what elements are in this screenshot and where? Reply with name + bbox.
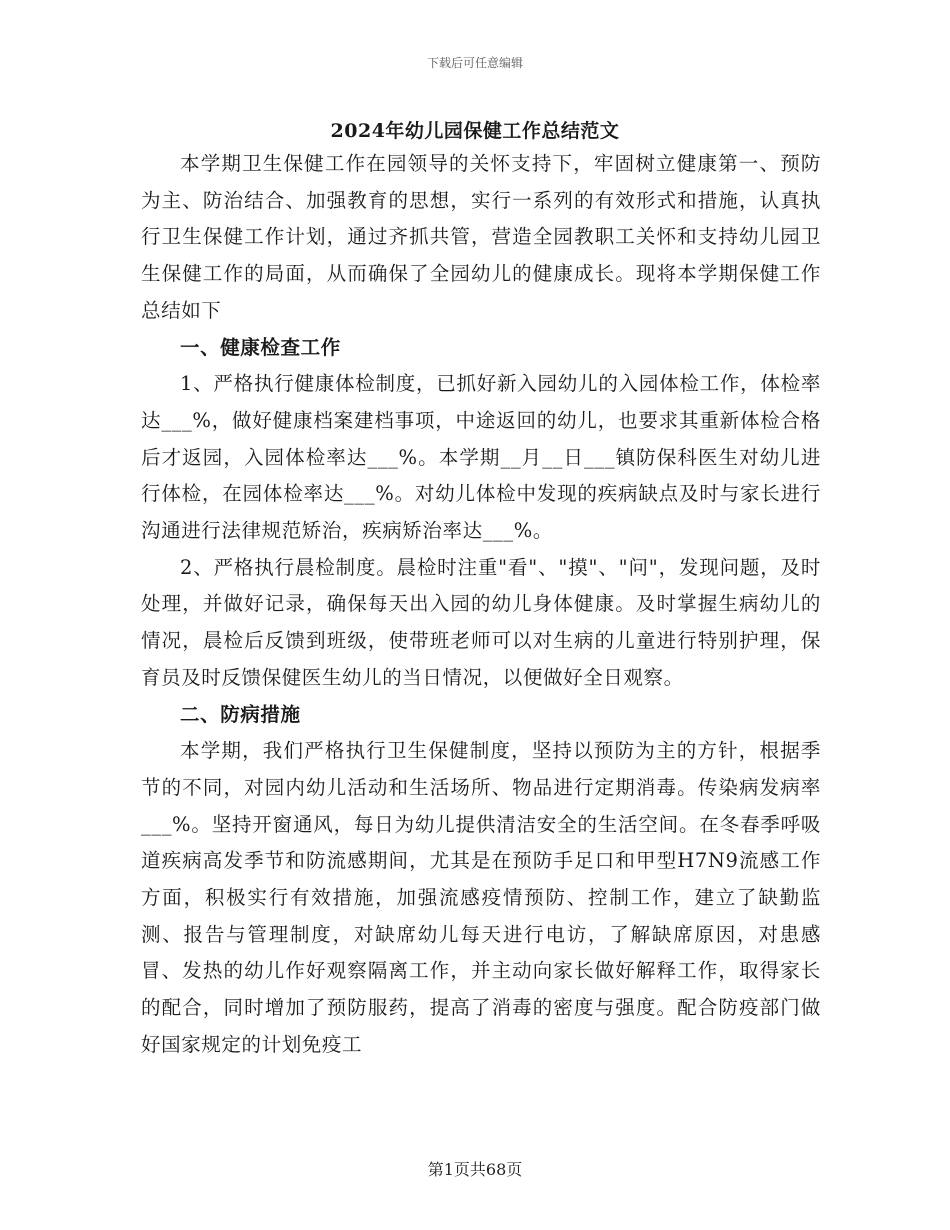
intro-paragraph: 本学期卫生保健工作在园领导的关怀支持下，牢固树立健康第一、预防为主、防治结合、加强教育的思想，实行一系列的有效形式和措施，认真执行卫生保健工作计划，通过齐抓共管，营造全园教职工关怀和支持幼儿园卫生保健工作的局面，从而确保了全园幼儿的健康成长。现将本学期保健工作总结如下 [141, 152, 821, 322]
health-check-paragraph-1: 1、严格执行健康体检制度，已抓好新入园幼儿的入园体检工作，体检率达___%，做好健康档案建档事项，中途返回的幼儿，也要求其重新体检合格后才返园，入园体检率达___%。本学期__月__日___镇防保科医生对幼儿进行体检，在园体检率达___%。对幼儿体检中发现的疾病缺点及时与家长进行沟通进行法律规范矫治，疾病矫治率达___%。 [141, 372, 821, 543]
document-title: 2024年幼儿园保健工作总结范文 [330, 120, 620, 142]
document-body [141, 146, 821, 1064]
disease-prevention-paragraph: 本学期，我们严格执行卫生保健制度，坚持以预防为主的方针，根据季节的不同，对园内幼儿活动和生活场所、物品进行定期消毒。传染病发病率___%。坚持开窗通风，每日为幼儿提供清洁安全的生活空间。在冬春季呼吸道疾病高发季节和防流感期间，尤其是在预防手足口和甲型H7N9流感工作方面，积极实行有效措施，加强流感疫情预防、控制工作，建立了缺勤监测、报告与管理制度，对缺席幼儿每天进行电访，了解缺席原因，对患感冒、发热的幼儿作好观察隔离工作，并主动向家长做好解释工作，取得家长的配合，同时增加了预防服药，提高了消毒的密度与强度。配合防疫部门做好国家规定的计划免疫工 [141, 739, 821, 1056]
section-heading-disease-prevention: 二、防病措施 [180, 702, 301, 726]
health-check-paragraph-2: 2、严格执行晨检制度。晨检时注重"看"、"摸"、"问"，发现问题，及时处理，并做好记录，确保每天出入园的幼儿身体健康。及时掌握生病幼儿的情况，晨检后反馈到班级，使带班老师可以对生病的儿童进行特别护理，保育员及时反馈保健医生幼儿的当日情况，以便做好全日观察。 [141, 555, 821, 689]
header-note: 下载后可任意编辑 [426, 56, 523, 70]
page-footer: 第1页共68页 [427, 1160, 523, 1179]
section-heading-health-check: 一、健康检查工作 [180, 335, 341, 359]
